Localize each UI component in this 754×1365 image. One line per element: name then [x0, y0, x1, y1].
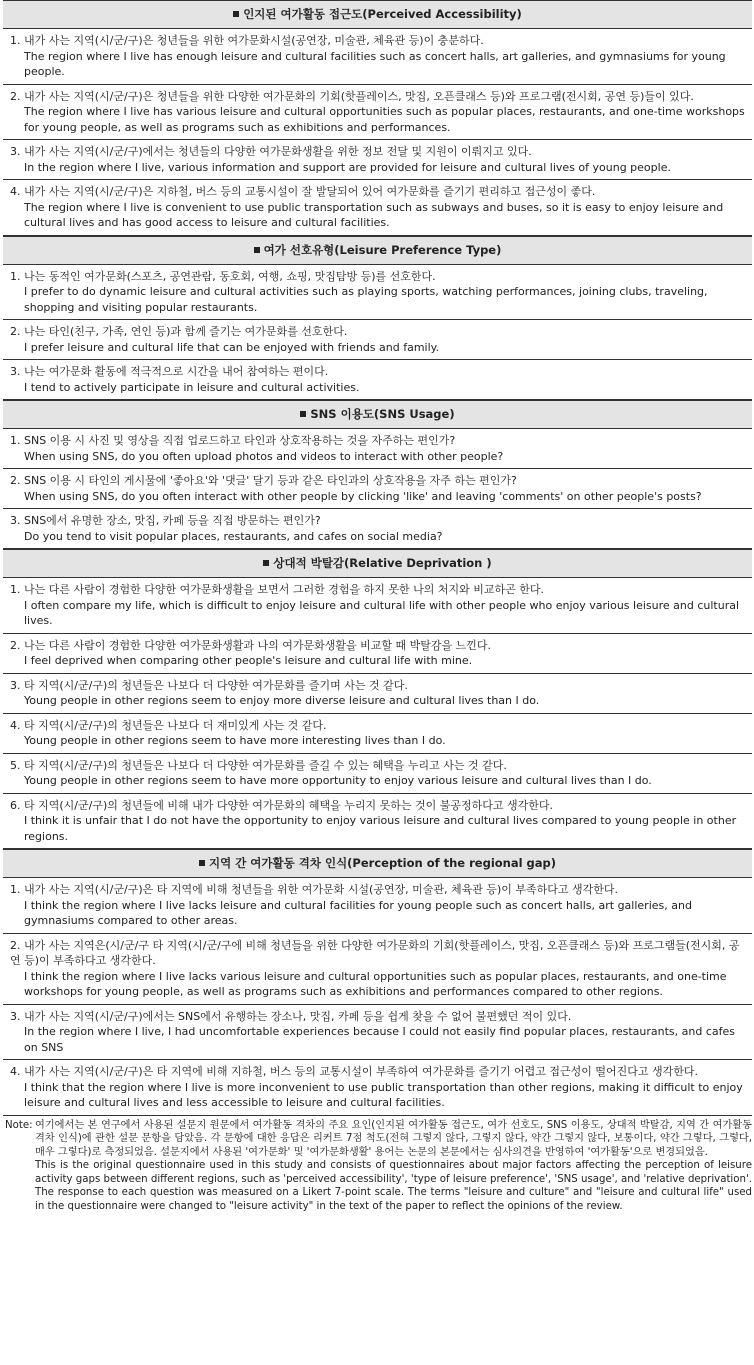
- question-korean: 1. 나는 동적인 여가문화(스포츠, 공연관람, 동호회, 여행, 쇼핑, 맛집탐방 등)를 선호한다.: [10, 269, 436, 283]
- question-english: Young people in other regions seem to have more opportunity to enjoy various leisure and cultural lives than I do.: [24, 774, 652, 787]
- section-header-regional-gap: [3, 849, 752, 878]
- question-english: I often compare my life, which is difficult to enjoy leisure and cultural life with other people who enjoy various leisure and cultural lives.: [24, 598, 740, 627]
- question-item: [3, 85, 752, 141]
- question-korean: 3. 타 지역(시/군/구)의 청년들은 나보다 더 다양한 여가문화를 즐기며 사는 것 같다.: [10, 678, 408, 692]
- question-korean: 2. 나는 타인(친구, 가족, 연인 등)과 함께 즐기는 여가문화를 선호한다.: [10, 325, 348, 338]
- section-title: SNS 이용도(SNS Usage): [310, 407, 455, 421]
- question-english: Young people in other regions seem to enjoy more diverse leisure and cultural lives than I do.: [24, 694, 540, 707]
- question-english: When using SNS, do you often upload photos and videos to interact with other people?: [24, 449, 504, 463]
- question-korean: 3. 나는 여가문화 활동에 적극적으로 시간을 내어 참여하는 편이다.: [10, 365, 329, 378]
- question-item: [3, 509, 752, 549]
- question-korean: 2. SNS 이용 시 타인의 게시물에 '좋아요'와 '댓글' 달기 등과 같은 타인과의 상호작용을 자주 하는 편인가?: [10, 474, 517, 487]
- question-item: [3, 754, 752, 794]
- question-item: [3, 634, 752, 674]
- question-english: I tend to actively participate in leisure and cultural activities.: [24, 380, 360, 394]
- note-label: Note:: [5, 1119, 33, 1131]
- question-item: [3, 878, 752, 934]
- question-korean: 1. 나는 다른 사람이 경험한 다양한 여가문화생활을 보면서 그러한 경험을 하지 못한 나의 처지와 비교하곤 한다.: [10, 583, 544, 596]
- questionnaire-document: [3, 0, 752, 1215]
- question-item: [3, 429, 752, 469]
- question-item: [3, 934, 752, 1005]
- question-item: [3, 1060, 752, 1116]
- question-korean: 3. 내가 사는 지역(시/군/구)에서는 청년들의 다양한 여가문화생활을 위한 정보 전달 및 지원이 이뤄지고 있다.: [10, 145, 532, 158]
- note-english: This is the original questionnaire used in this study and consists of questionnaires about major factors affecting the perception of leisure activity gaps between different regions, such as 'perceived accessibility', 'type of leisure preference', 'SNS usage', and 'relative deprivation'. The response to each question was measured on a Likert 7-point scale. The terms "leisure and culture" and "leisure and cultural life" used in the questionnaire were changed to "leisure activity" in the text of the paper to reflect the opinions of the review.: [35, 1160, 752, 1212]
- question-korean: 1. SNS 이용 시 사진 및 영상을 직접 업로드하고 타인과 상호작용하는 것을 자주하는 편인가?: [10, 434, 456, 447]
- question-korean: 1. 내가 사는 지역(시/군/구)은 청년들을 위한 여가문화시설(공연장, 미술관, 체육관 등)이 충분하다.: [10, 34, 484, 47]
- question-korean: 4. 내가 사는 지역(시/군/구)은 지하철, 버스 등의 교통시설이 잘 발달되어 있어 여가문화를 즐기기 편리하고 접근성이 좋다.: [10, 185, 596, 198]
- question-english: I think it is unfair that I do not have the opportunity to enjoy various leisure and cultural lives compared to young people in other regions.: [24, 814, 737, 843]
- section-title: 상대적 박탈감(Relative Deprivation ): [273, 556, 492, 570]
- question-item: [3, 1005, 752, 1061]
- section-title: 인지된 여가활동 접근도(Perceived Accessibility): [243, 7, 522, 21]
- question-korean: 4. 내가 사는 지역(시/군/구)은 타 지역에 비해 지하철, 버스 등의 교통시설이 부족하여 여가문화를 즐기기 어렵고 접근성이 떨어진다고 생각한다.: [10, 1065, 698, 1078]
- section-title: 지역 간 여가활동 격차 인식(Perception of the regional gap): [208, 856, 557, 870]
- question-item: [3, 29, 752, 85]
- question-english: I think the region where I live lacks various leisure and cultural opportunities such as popular places, restaurants, and one-time workshops for young people, as well as programs such as exhibitions and performances compared to other regions.: [24, 969, 727, 998]
- question-item: [3, 794, 752, 850]
- section-header-relative-deprivation: [3, 549, 752, 578]
- question-english: The region where I live has enough leisure and cultural facilities such as concert halls, art galleries, and gymnasiums for young people.: [24, 49, 726, 78]
- section-header-leisure-preference: [3, 236, 752, 265]
- question-item: [3, 140, 752, 180]
- note-body: [35, 1119, 752, 1214]
- question-english: I prefer leisure and cultural life that can be enjoyed with friends and family.: [24, 340, 440, 354]
- question-korean: 3. 내가 사는 지역(시/군/구)에서는 SNS에서 유행하는 장소나, 맛집, 카페 등을 쉽게 찾을 수 없어 불편했던 적이 있다.: [10, 1009, 572, 1023]
- question-english: I feel deprived when comparing other people's leisure and cultural life with mine.: [24, 654, 473, 667]
- question-english: The region where I live has various leisure and cultural opportunities such as popular places, restaurants, and one-time workshops for young people, as well as programs such as exhibitions and performances.: [24, 105, 745, 134]
- note-korean: 여기에서는 본 연구에서 사용된 설문지 원문에서 여가활동 격차의 주요 요인(인지된 여가활동 접근도, 여가 선호도, SNS 이용도, 상대적 박탈감, 지역 간 여가활동 격차 인식)에 관한 설문 문항을 담았음. 각 문항에 대한 응답은 리커트 7점 척도(전혀 그렇지 않다, 그렇지 않다, 약간 그렇지 않다, 보통이다, 약간 그렇다, 그렇다, 매우 그렇다)로 측정되었음. 설문지에서 사용된 '여가문화' 및 '여가문화생활' 용어는 논문의 본문에서는 심사의견을 반영하여 '여가활동'으로 변경되었음.: [35, 1119, 752, 1158]
- question-korean: 1. 내가 사는 지역(시/군/구)은 타 지역에 비해 청년들을 위한 여가문화 시설(공연장, 미술관, 체육관 등)이 부족하다고 생각한다.: [10, 883, 619, 896]
- question-korean: 2. 내가 사는 지역은(시/군/구 타 지역(시/군/구에 비해 청년들을 위한 다양한 여가문화의 기회(핫플레이스, 맛집, 오픈클래스 등)와 프로그램들(전시회, 공연 등)이 부족하다고 생각한다.: [10, 938, 740, 967]
- question-korean: 5. 타 지역(시/군/구)의 청년들은 나보다 더 다양한 여가문화를 즐길 수 있는 혜택을 누리고 사는 것 같다.: [10, 758, 507, 772]
- question-korean: 2. 나는 다른 사람이 경험한 다양한 여가문화생활과 나의 여가문화생활을 비교할 때 박탈감을 느낀다.: [10, 638, 491, 652]
- question-item: [3, 265, 752, 321]
- question-item: [3, 714, 752, 754]
- question-english: Young people in other regions seem to have more interesting lives than I do.: [24, 734, 446, 747]
- question-item: [3, 180, 752, 236]
- question-item: [3, 469, 752, 509]
- question-english: Do you tend to visit popular places, restaurants, and cafes on social media?: [24, 529, 443, 543]
- question-korean: 2. 내가 사는 지역(시/군/구)은 청년들을 위한 다양한 여가문화의 기회(핫플레이스, 맛집, 오픈클래스 등)와 프로그램(전시회, 공연 등)들이 있다.: [10, 89, 694, 103]
- question-item: [3, 578, 752, 634]
- square-bullet-icon: [300, 411, 306, 417]
- section-title: 여가 선호유형(Leisure Preference Type): [263, 242, 502, 257]
- question-korean: 6. 타 지역(시/군/구)의 청년들에 비해 내가 다양한 여가문화의 혜택을 누리지 못하는 것이 불공정하다고 생각한다.: [10, 798, 553, 812]
- square-bullet-icon: [199, 860, 205, 866]
- question-item: [3, 674, 752, 714]
- square-bullet-icon: [233, 11, 239, 17]
- question-english: I think that the region where I live is more inconvenient to use public transportation than other regions, making it difficult to enjoy leisure and cultural lives and less accessible to leisure and cultural facilities.: [24, 1080, 743, 1109]
- footnote: [3, 1116, 752, 1216]
- question-english: In the region where I live, various information and support are provided for leisure and cultural lives of young people.: [24, 160, 671, 174]
- question-english: The region where I live is convenient to use public transportation such as subways and buses, so it is easy to enjoy leisure and cultural lives and has good access to leisure and cultural facilities.: [24, 200, 724, 229]
- section-header-accessibility: [3, 0, 752, 29]
- question-korean: 4. 타 지역(시/군/구)의 청년들은 나보다 더 재미있게 사는 것 같다.: [10, 718, 327, 732]
- square-bullet-icon: [263, 560, 269, 566]
- question-korean: 3. SNS에서 유명한 장소, 맛집, 카페 등을 직접 방문하는 편인가?: [10, 514, 321, 527]
- question-english: I prefer to do dynamic leisure and cultural activities such as playing sports, watching performances, joining clubs, traveling, shopping and visiting popular restaurants.: [24, 285, 708, 314]
- question-item: [3, 360, 752, 400]
- question-english: In the region where I live, I had uncomfortable experiences because I could not easily find popular places, restaurants, and cafes on SNS: [24, 1025, 736, 1054]
- question-item: [3, 320, 752, 360]
- section-header-sns-usage: [3, 400, 752, 429]
- square-bullet-icon: [254, 247, 260, 253]
- question-english: When using SNS, do you often interact with other people by clicking 'like' and leaving 'comments' on other people's posts?: [24, 489, 702, 503]
- question-english: I think the region where I live lacks leisure and cultural facilities for young people such as concert halls, art galleries, and gymnasiums compared to other areas.: [24, 898, 692, 927]
